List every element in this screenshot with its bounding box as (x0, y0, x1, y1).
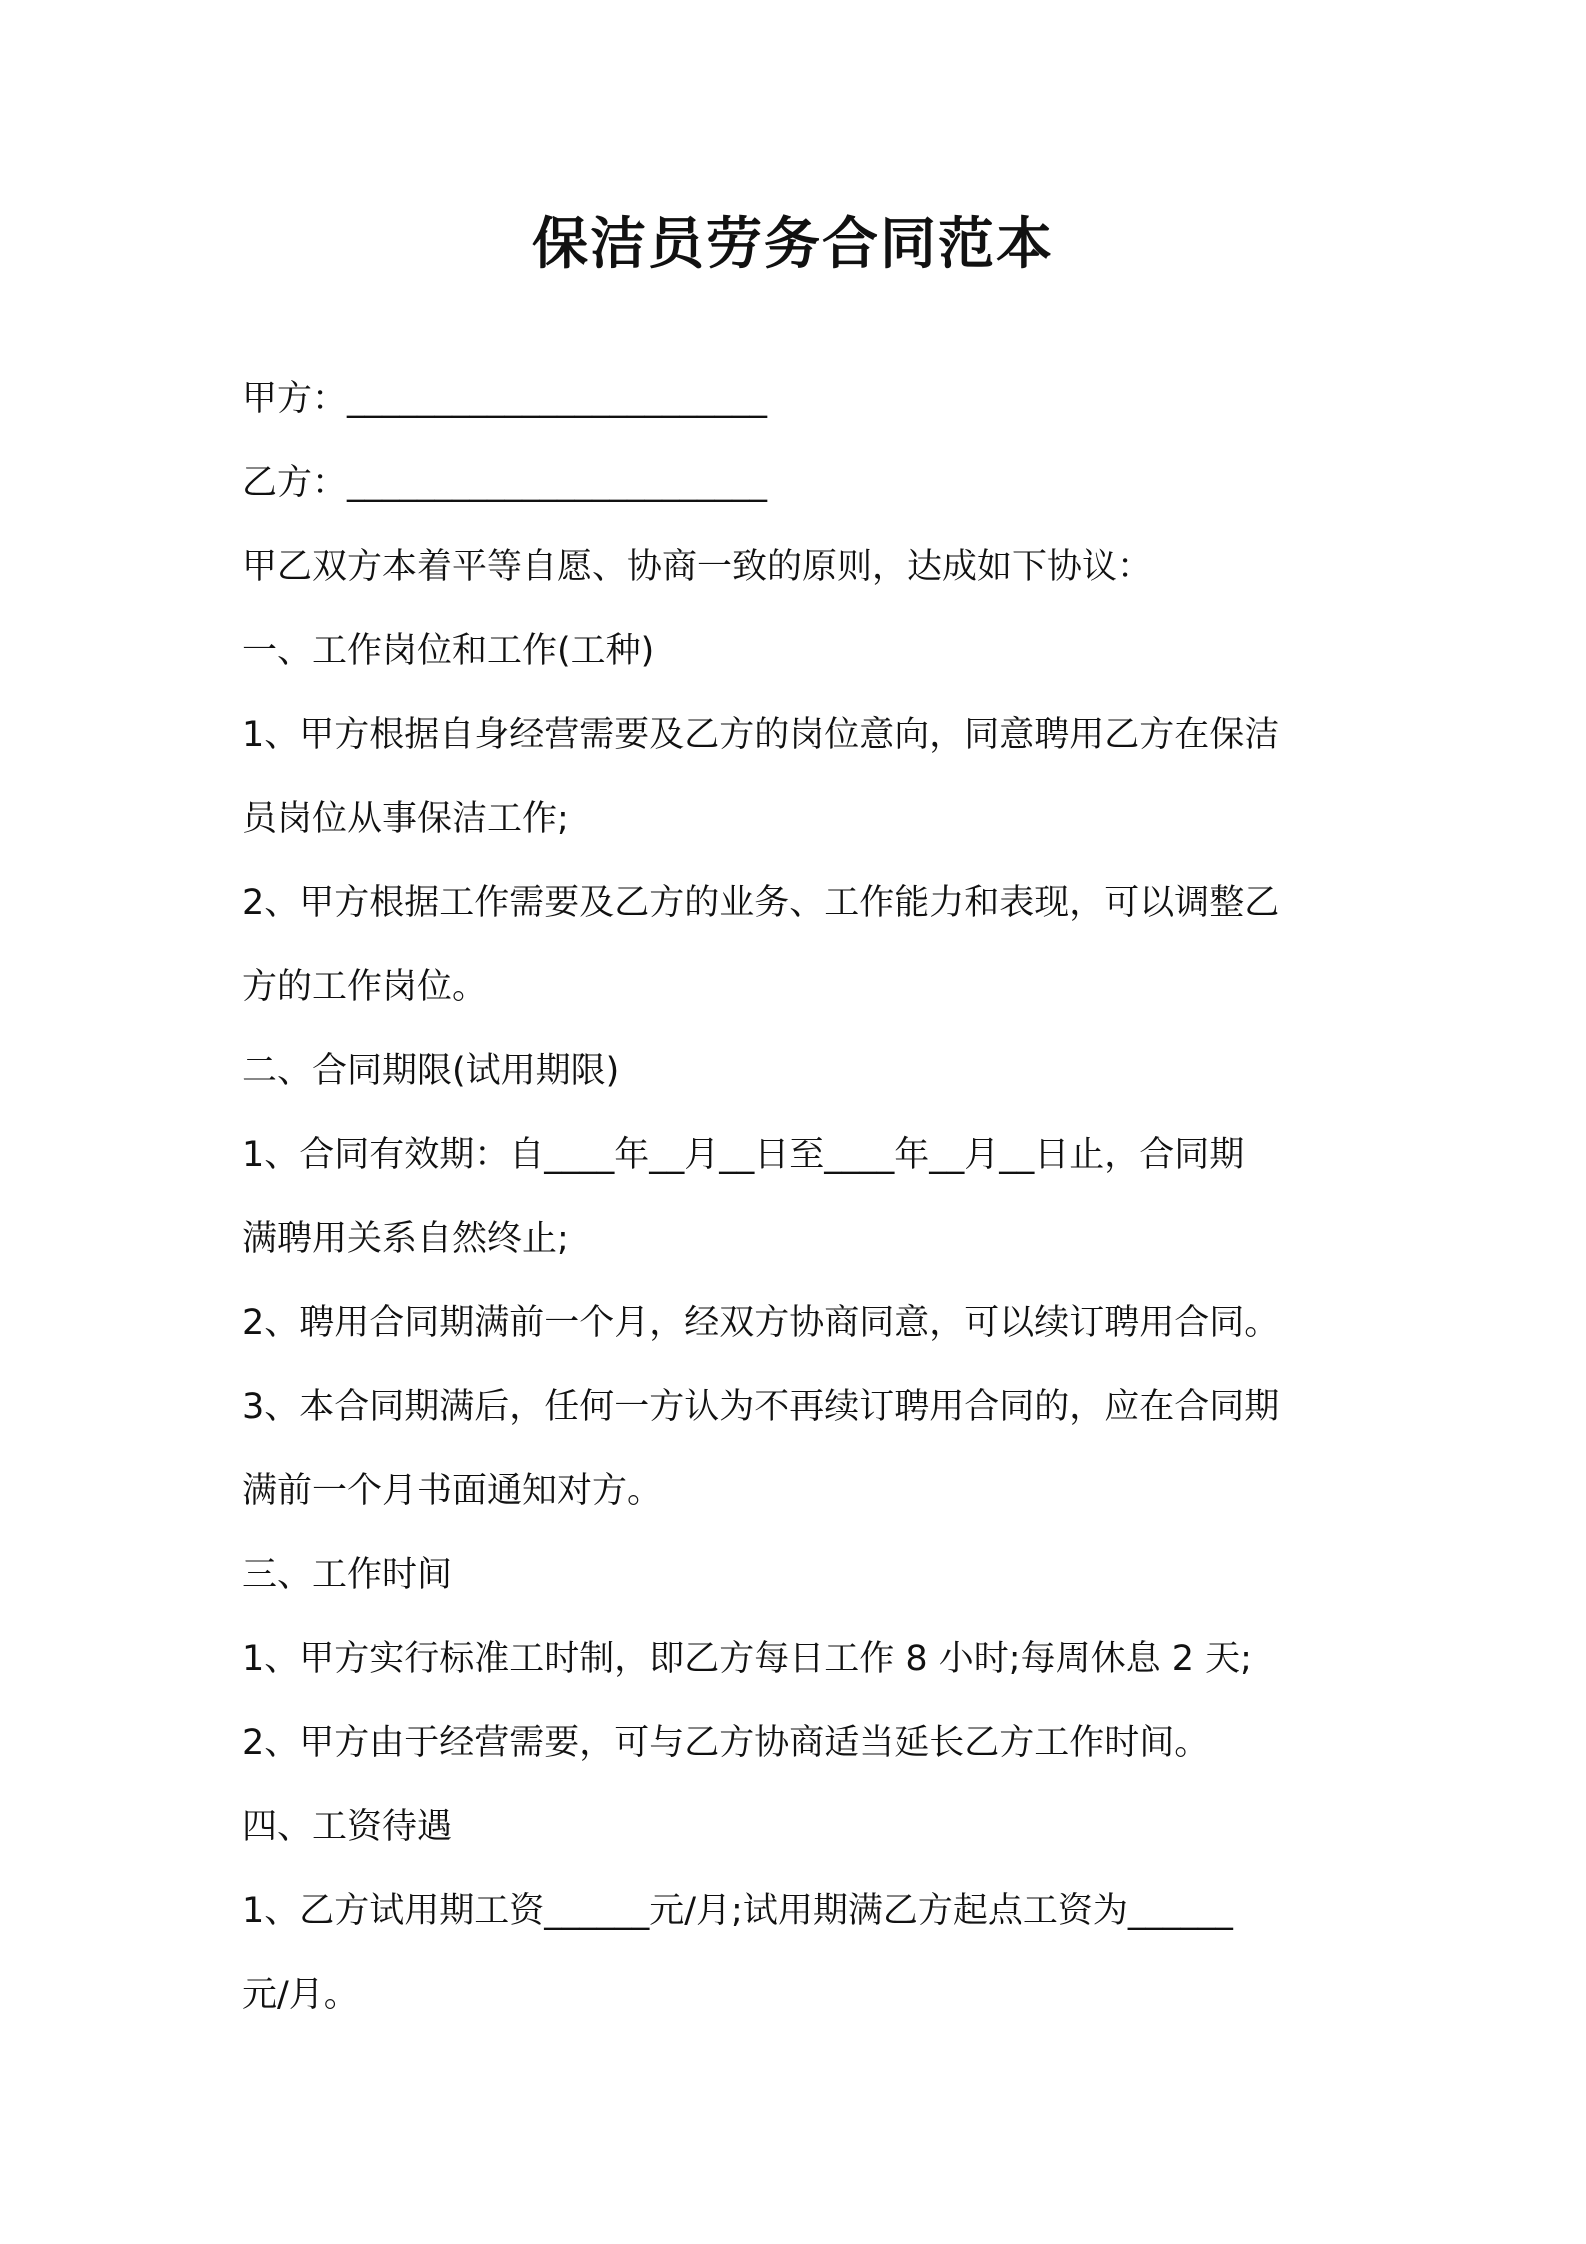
section-heading-1: 一、工作岗位和工作(工种) (242, 631, 655, 671)
clause-1-1-line-1: 1、甲方根据自身经营需要及乙方的岗位意向，同意聘用乙方在保洁 (242, 715, 1280, 755)
document-body (242, 357, 1362, 2037)
document-title: 保洁员劳务合同范本 (532, 212, 1054, 277)
party-b-line: 乙方：________________________ (242, 463, 768, 503)
clause-2-1-line-1: 1、合同有效期：自____年__月__日至____年__月__日止，合同期 (242, 1135, 1245, 1175)
clause-1-2-line-2: 方的工作岗位。 (242, 967, 488, 1007)
section-heading-4: 四、工资待遇 (242, 1807, 453, 1847)
section-heading-2: 二、合同期限(试用期限) (242, 1051, 620, 1091)
clause-2-3-line-1: 3、本合同期满后，任何一方认为不再续订聘用合同的，应在合同期 (242, 1387, 1280, 1427)
clause-2-1-line-2: 满聘用关系自然终止; (242, 1219, 569, 1259)
clause-3-1: 1、甲方实行标准工时制，即乙方每日工作 8 小时;每周休息 2 天; (242, 1639, 1252, 1679)
section-heading-3: 三、工作时间 (242, 1555, 453, 1595)
clause-3-2: 2、甲方由于经营需要，可与乙方协商适当延长乙方工作时间。 (242, 1723, 1210, 1763)
clause-4-1-line-1: 1、乙方试用期工资______元/月;试用期满乙方起点工资为______ (242, 1891, 1233, 1931)
clause-4-1-line-2: 元/月。 (242, 1975, 359, 2015)
clause-1-2-line-1: 2、甲方根据工作需要及乙方的业务、工作能力和表现，可以调整乙 (242, 883, 1280, 923)
party-a-line: 甲方：________________________ (242, 379, 768, 419)
clause-2-3-line-2: 满前一个月书面通知对方。 (242, 1471, 663, 1511)
clause-1-1-line-2: 员岗位从事保洁工作; (242, 799, 569, 839)
preamble: 甲乙双方本着平等自愿、协商一致的原则，达成如下协议： (242, 547, 1153, 587)
clause-2-2: 2、聘用合同期满前一个月，经双方协商同意，可以续订聘用合同。 (242, 1303, 1280, 1343)
